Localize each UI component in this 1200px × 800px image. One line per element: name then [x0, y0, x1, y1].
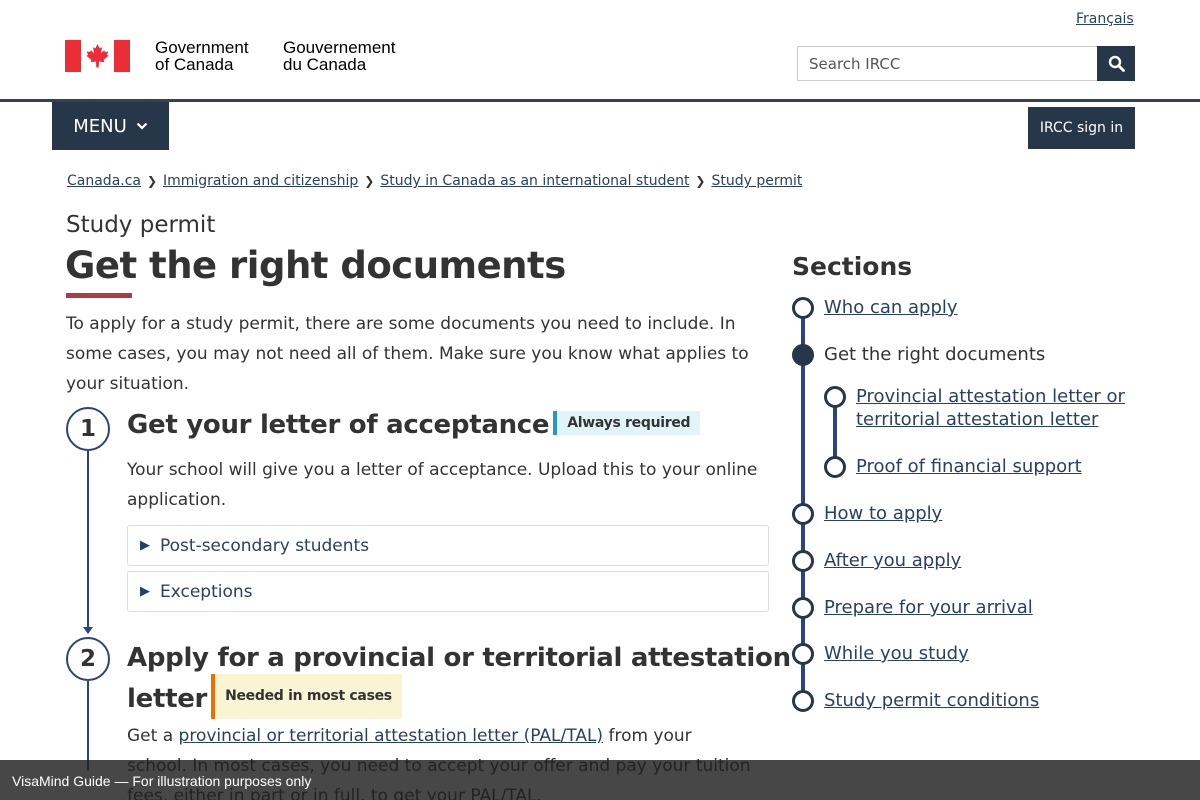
details-label: Post-secondary students	[160, 535, 370, 556]
intro-paragraph: To apply for a study permit, there are some documents you need to include. In some cases, you may not need all of them. Make sure you know what applies to your situation.	[66, 314, 749, 394]
section-link-permit-conditions[interactable]: Study permit conditions	[824, 690, 1040, 711]
ircc-sign-in-button[interactable]: IRCC sign in	[1028, 107, 1135, 149]
government-signature-en: Government of Canada	[155, 38, 249, 74]
menu-button[interactable]	[52, 102, 169, 150]
canada-flag-icon	[65, 40, 130, 72]
step-connector-line	[87, 451, 89, 631]
pal-tal-link[interactable]: provincial or territorial attestation letter (PAL/TAL)	[178, 726, 604, 746]
section-link-who-can-apply[interactable]: Who can apply	[824, 297, 958, 318]
search-icon	[1108, 55, 1125, 72]
search-button[interactable]	[1097, 46, 1135, 81]
breadcrumb-study-permit[interactable]: Study permit	[711, 173, 803, 189]
section-link-financial-support[interactable]: Proof of financial support	[856, 456, 1082, 477]
breadcrumb	[67, 173, 802, 189]
needed-in-most-cases-badge: Needed in most cases	[211, 674, 402, 719]
section-link-attestation-letter[interactable]: Provincial attestation letter or territorial attestation letter	[856, 386, 1125, 430]
always-required-badge: Always required	[553, 411, 700, 435]
chevron-right-icon: ❯	[146, 174, 158, 188]
section-current-get-documents: Get the right documents	[824, 344, 1046, 365]
details-label: Exceptions	[160, 581, 253, 602]
section-marker-icon	[792, 690, 814, 712]
section-marker-icon	[824, 456, 846, 478]
breadcrumb-immigration[interactable]: Immigration and citizenship	[163, 173, 359, 189]
details-exceptions[interactable]	[127, 571, 769, 612]
section-link-how-to-apply[interactable]: How to apply	[824, 503, 943, 524]
page-kicker: Study permit	[66, 212, 216, 238]
chevron-down-icon	[136, 122, 148, 130]
section-current-marker-icon	[792, 344, 814, 366]
breadcrumb-canada[interactable]: Canada.ca	[67, 173, 141, 189]
step-1-heading: Get your letter of acceptance Always required	[127, 410, 700, 440]
section-marker-icon	[792, 597, 814, 619]
step-number-2: 2	[66, 637, 110, 681]
language-toggle-link[interactable]: Français	[1076, 11, 1134, 27]
title-underline	[66, 293, 132, 298]
search-input[interactable]	[798, 47, 1097, 80]
triangle-right-icon: ▶	[140, 584, 150, 599]
section-link-prepare-arrival[interactable]: Prepare for your arrival	[824, 597, 1033, 618]
search-form	[797, 46, 1135, 81]
step-connector-arrow-icon	[83, 627, 93, 634]
chevron-right-icon: ❯	[364, 174, 375, 188]
details-post-secondary[interactable]	[127, 525, 769, 566]
header-divider	[0, 99, 1200, 102]
section-link-after-you-apply[interactable]: After you apply	[824, 550, 962, 571]
step-number-1: 1	[66, 407, 110, 451]
step-2-text: Get a provincial or territorial attestation letter (PAL/TAL) from your	[127, 726, 692, 746]
step-2-heading: Apply for a provincial or territorial attestation letter Needed in most cases	[127, 640, 791, 722]
chevron-right-icon: ❯	[695, 174, 706, 188]
page-title: Get the right documents	[65, 244, 566, 287]
sections-heading: Sections	[792, 252, 913, 281]
section-marker-icon	[824, 386, 846, 408]
step-connector-line	[87, 681, 89, 771]
section-marker-icon	[792, 297, 814, 319]
menu-label: MENU	[73, 115, 127, 137]
section-marker-icon	[792, 550, 814, 572]
illustration-notice-banner: VisaMind Guide — For illustration purposes only	[0, 760, 1200, 800]
step-1-text: Your school will give you a letter of acceptance. Upload this to your online application.	[127, 460, 758, 510]
breadcrumb-study-in-canada[interactable]: Study in Canada as an international student	[380, 173, 690, 189]
section-link-while-you-study[interactable]: While you study	[824, 643, 969, 664]
government-signature-fr: Gouvernement du Canada	[283, 38, 396, 74]
triangle-right-icon: ▶	[140, 538, 150, 553]
section-marker-icon	[792, 643, 814, 665]
section-marker-icon	[792, 503, 814, 525]
